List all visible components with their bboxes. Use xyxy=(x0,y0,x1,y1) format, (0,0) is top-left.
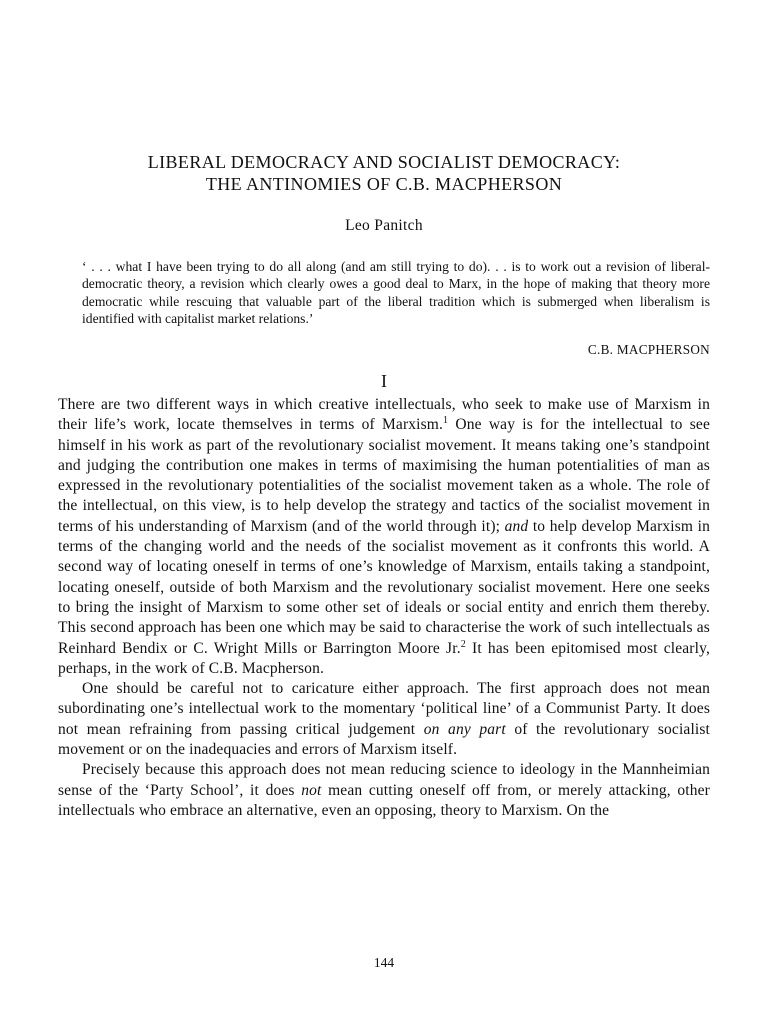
article-title-line-2: THE ANTINOMIES OF C.B. MACPHERSON xyxy=(205,174,563,194)
body-text xyxy=(58,395,710,821)
paragraph-3 xyxy=(58,760,710,821)
epigraph-text: ‘ . . . what I have been trying to do all along (and am still trying to do). . . is to work out a revision of liberal-democratic theory, a revision which clearly owes a good deal to Marx, in the hope of making that theory more democratic while rescuing that valuable part of the liberal tradition which is submerged when liberalism is identified with capitalist market relations.’ xyxy=(82,259,710,327)
paragraph-3-text-b: mean cutting oneself off from, or merely attacking, other intellectuals who embrace an alternative, even an opposing, theory to Marxism. On the xyxy=(58,781,710,819)
paragraph-1-emphasis: and xyxy=(504,517,529,535)
author-name: Leo Panitch xyxy=(345,217,423,234)
paragraph-2-text-a: One should be careful not to caricature either approach. The first approach does not mean subordinating one’s intellectual work to the momentary ‘political line’ of a Communist Party. It does not mean refraining from passing critical judgement xyxy=(58,680,710,738)
paragraph-3-emphasis: not xyxy=(301,781,322,799)
section-number: I xyxy=(381,371,387,391)
article-title-line-1: LIBERAL DEMOCRACY AND SOCIALIST DEMOCRACY: xyxy=(147,152,621,172)
paragraph-3-text-a: Precisely because this approach does not mean reducing science to ideology in the Mannheimian sense of the ‘Party School’, it does xyxy=(58,761,710,799)
footnote-ref-1: 1 xyxy=(443,415,449,427)
paragraph-1 xyxy=(58,395,710,679)
paragraph-2-text-b: of the revolutionary socialist movement or on the inadequacies and errors of Marxism itself. xyxy=(58,720,710,759)
paragraph-1-text-d: It has been epitomised most clearly, perhaps, in the work of C.B. Macpherson. xyxy=(58,639,710,677)
epigraph-quote xyxy=(82,258,710,328)
paragraph-2 xyxy=(58,679,710,760)
footnote-ref-2: 2 xyxy=(460,638,466,650)
paragraph-1-text-c: to help develop Marxism in terms of the changing world and the needs of the socialist movement as it confronts this world. A second way of locating oneself in terms of one’s knowledge of Marxism, entails taking a standpoint, locating oneself, outside of both Marxism and the revolutionary socialist movement. Here one seeks to bring the insight of Marxism to some other set of ideals or social entity and enrich them thereby. This second approach has been one which may be said to characterise the work of such intellectuals as Reinhard Bendix or C. Wright Mills or Barrington Moore Jr. xyxy=(58,517,710,657)
paragraph-2-emphasis: on any part xyxy=(423,720,506,738)
paragraph-1-text-b: One way is for the intellectual to see himself in his work as part of the revolutionary socialist movement. It means taking one’s standpoint and judging the contribution one makes in terms of maximising the human potentialities of man as expressed in the revolutionary potentialities of the socialist movement taken as a whole. The role of the intellectual, on this view, is to help develop the strategy and tactics of the socialist movement in terms of his understanding of Marxism (and of the world through it); xyxy=(58,416,710,535)
paragraph-1-text-a: There are two different ways in which creative intellectuals, who seek to make use of Marxism in their life’s work, locate themselves in terms of Marxism. xyxy=(58,396,710,434)
page-number: 144 xyxy=(373,955,395,970)
epigraph-attribution: C.B. MACPHERSON xyxy=(587,342,710,357)
